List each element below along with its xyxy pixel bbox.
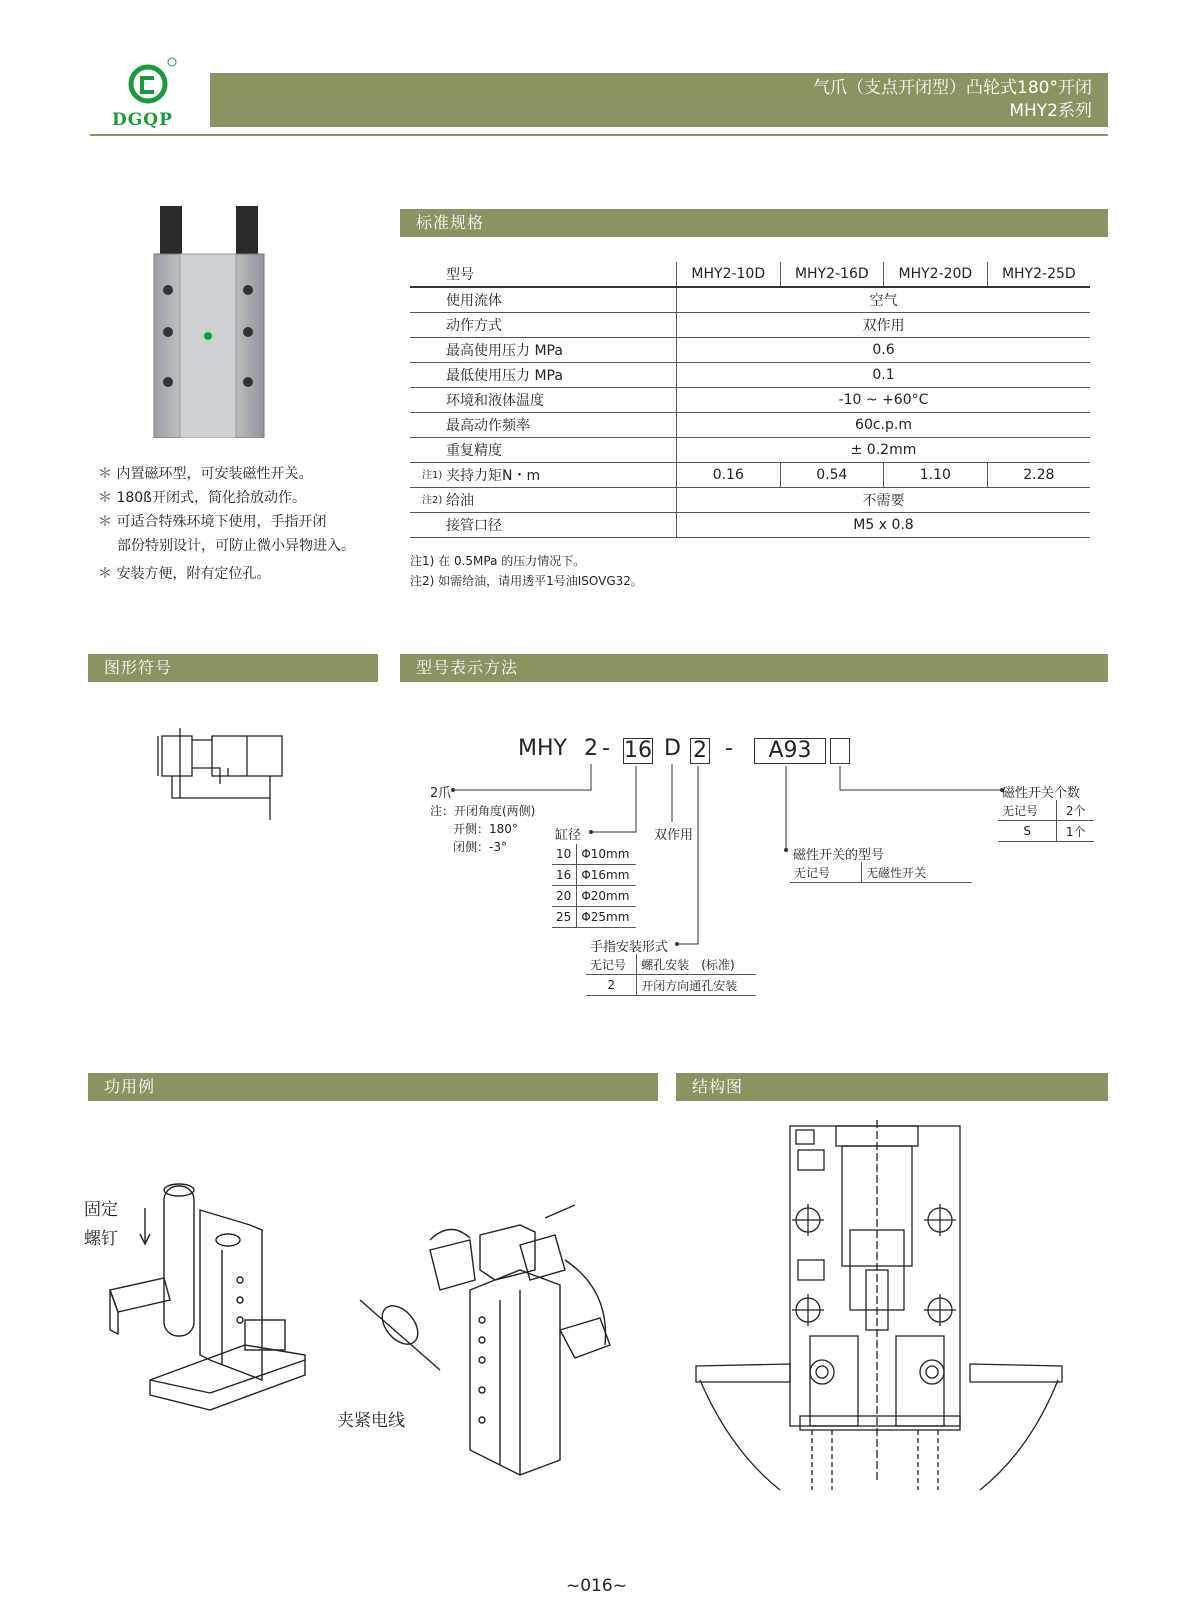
spec-model: MHY2-25D [987,262,1090,287]
model-action: D [664,736,681,761]
table-row: 25 Φ25mm [552,907,636,928]
feature-5: ＊ 安装方便，附有定位孔。 [98,566,271,582]
spec-footnote-1: 注1) 在 0.5MPa 的压力情况下。 [410,554,586,568]
model-jaw: 2 [584,736,598,761]
switch-type-table [790,862,972,883]
spec-value: 不需要 [677,488,1091,513]
section-structure: 结构图 [676,1073,1108,1101]
model-bore: 16 [624,738,652,763]
spec-model: MHY2-16D [780,262,884,287]
spec-model: MHY2-10D [677,262,781,287]
structure-drawing [690,1120,1080,1500]
table-row: 20 Φ20mm [552,886,636,907]
spec-label: 动作方式 [410,313,677,338]
spec-value: 2.28 [987,463,1090,488]
spec-value: 空气 [677,287,1091,313]
usage-screw-label: 固定 螺钉 [84,1200,118,1249]
spec-label: 给油 [446,493,474,509]
section-spec: 标准规格 [400,209,1108,237]
feature-4: 部份特别设计，可防止微小异物进入。 [117,538,355,554]
spec-label: 使用流体 [410,287,677,313]
spec-model: MHY2-20D [884,262,988,287]
switch-type-label: 磁性开关的型号 [793,848,885,863]
model-dash: - [602,736,610,761]
model-switch: A93 [754,738,826,764]
spec-header-label: 型号 [410,262,677,287]
table-row: 无记号 无磁性开关 [790,862,972,883]
section-usage: 功用例 [88,1073,658,1101]
mount-label: 手指安装形式 [590,940,669,955]
spec-footnote-2: 注2) 如需给油，请用透平1号油ISOVG32。 [410,574,643,588]
table-row: 无记号 2个 [998,800,1094,821]
spec-value: 0.6 [677,338,1091,363]
spec-value: 1.10 [884,463,988,488]
section-model: 型号表示方法 [400,654,1108,682]
table-row: S 1个 [998,821,1094,842]
feature-3: ＊ 可适合特殊环境下使用，手指开闭 [98,514,327,530]
spec-value: ± 0.2mm [677,438,1091,463]
table-row: 2 开闭方向通孔安装 [586,975,756,996]
table-row: 无记号 螺孔安装 (标准) [586,954,756,975]
spec-note: 注1) [422,470,443,481]
spec-label: 最高使用压力 MPa [410,338,677,363]
angle-note: 注：开闭角度(两侧) [430,804,536,818]
angle-open: 开侧：180° [453,822,518,836]
usage-wire-label: 夹紧电线 [337,1411,405,1431]
jaw-label: 2爪 [430,786,452,801]
logo-text: DGQP [112,110,173,130]
spec-value: 0.1 [677,363,1091,388]
bore-label: 缸径 [555,828,582,843]
spec-value: M5 x 0.8 [677,513,1091,538]
switch-count-label: 磁性开关个数 [1002,786,1081,801]
angle-close: 闭侧：-3° [453,840,507,854]
spec-label: 重复精度 [410,438,677,463]
spec-value: 双作用 [677,313,1091,338]
spec-value: -10 ~ +60°C [677,388,1091,413]
table-row: 10 Φ10mm [552,844,636,865]
feature-1: ＊ 内置磁环型，可安装磁性开关。 [98,466,313,482]
table-row: 16 Φ16mm [552,865,636,886]
spec-label: 夹持力矩N・m [446,468,541,484]
switch-count-table [998,800,1094,842]
model-mount: 2 [690,738,710,764]
action-label: 双作用 [654,828,694,843]
spec-note: 注2) [422,495,443,506]
spec-value: 0.16 [677,463,781,488]
model-dash-2: - [725,736,733,761]
feature-2: ＊ 180ß开闭式，简化拾放动作。 [98,490,306,506]
spec-label: 环境和液体温度 [410,388,677,413]
spec-label: 最高动作频率 [410,413,677,438]
page-number: ~016~ [566,1576,627,1596]
model-prefix: MHY [518,736,567,761]
spec-label: 最低使用压力 MPa [410,363,677,388]
page-subtitle: MHY2系列 [1009,101,1092,121]
page-title: 气爪（支点开闭型）凸轮式180°开闭 [813,78,1092,98]
spec-value: 0.54 [780,463,884,488]
spec-label: 接管口径 [410,513,677,538]
section-symbol: 图形符号 [88,654,378,682]
spec-value: 60c.p.m [677,413,1091,438]
